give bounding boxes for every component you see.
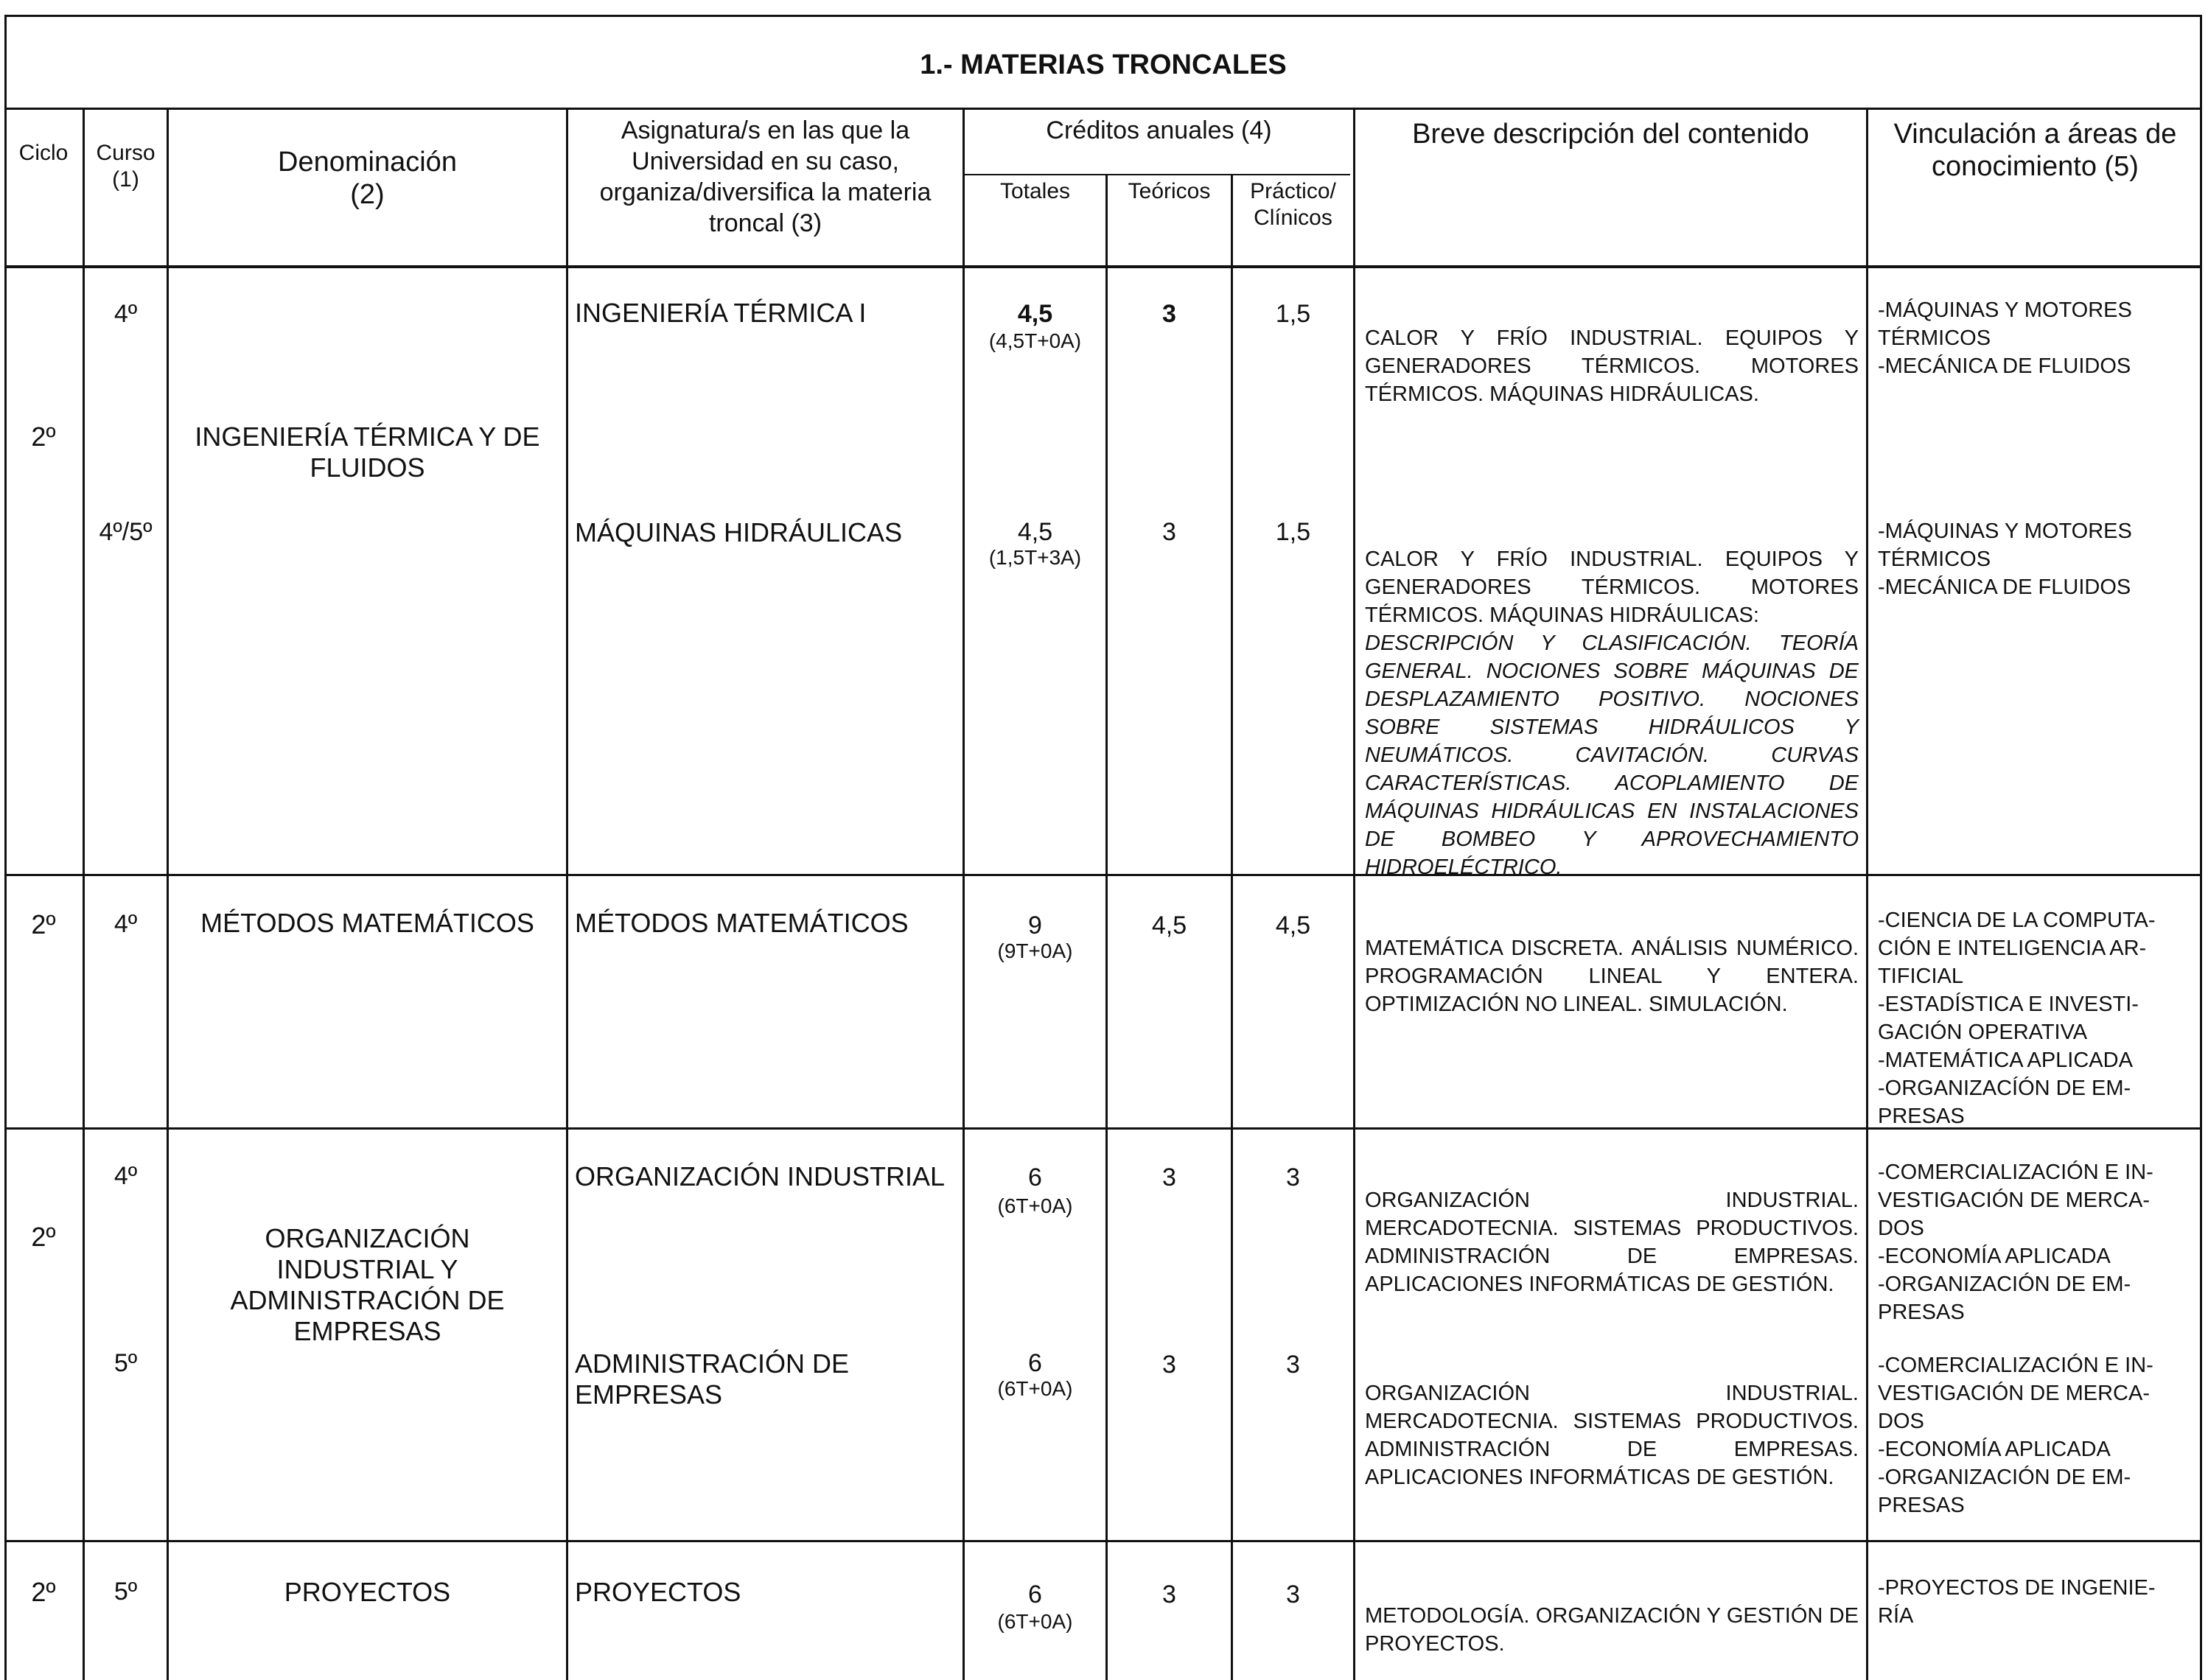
row3-denominacion: ORGANIZACIÓN INDUSTRIAL Y ADMINISTRACIÓN DE EMPRESAS <box>230 1223 505 1346</box>
row1b-descripcion <box>1365 517 1859 881</box>
row1a-practicos: 1,5 <box>1275 300 1311 328</box>
row3a-practicos: 3 <box>1286 1163 1300 1191</box>
row2-ciclo: 2º <box>31 909 56 939</box>
header-creditos: Créditos anuales (4) <box>1046 116 1272 144</box>
row4-practicos: 3 <box>1286 1581 1300 1609</box>
row1b-totales: 4,5 <box>1017 518 1053 546</box>
row3b-descripcion-text: ORGANIZACIÓN INDUSTRIAL. MERCADOTECNIA. SISTEMAS PRODUCTIVOS. ADMINISTRACIÓN DE EMPRESAS. APLICACIONES INFORMÁTICAS DE GESTIÓN. <box>1365 1382 1859 1489</box>
row4-teoricos: 3 <box>1162 1581 1176 1609</box>
page-title: 1.- MATERIAS TRONCALES <box>920 49 1287 80</box>
row1b-teoricos: 3 <box>1162 518 1176 546</box>
row4-descripcion-text: METODOLOGÍA. ORGANIZACIÓN Y GESTIÓN DE PROYECTOS. <box>1365 1604 1859 1656</box>
col-sep-denominacion <box>566 108 568 1680</box>
row1b-descripcion-italic: DESCRIPCIÓN Y CLASIFICACIÓN. TEORÍA GENERAL. NOCIONES SOBRE MÁQUINAS DE DESPLAZAMIENTO POSITIVO. NOCIONES SOBRE SISTEMAS HIDRÁULICOS Y NEUMÁTICOS. CAVITACIÓN. CURVAS CARACTERÍSTICAS. ACOPLAMIENTO DE MÁQUINAS HIDRÁULICAS EN INSTALACIONES DE BOMBEO Y APROVECHAMIENTO HIDROELÉCTRICO. <box>1365 631 1859 879</box>
col-sep-descripcion <box>1866 108 1868 1680</box>
header-asignatura: Asignatura/s en las que la Universidad en su caso, organiza/diversifica la materia troncal (3) <box>599 116 932 237</box>
row3-ciclo: 2º <box>31 1222 56 1252</box>
row3b-asignatura: ADMINISTRACIÓN DE EMPRESAS <box>575 1348 850 1410</box>
row3b-totales-detail: (6T+0A) <box>997 1377 1073 1400</box>
row4-totales: 6 <box>1028 1581 1042 1609</box>
row3a-totales-detail: (6T+0A) <box>997 1194 1073 1217</box>
header-totales: Totales <box>999 179 1071 203</box>
row4-areas: -PROYECTOS DE INGENIE- RÍA <box>1878 1576 2156 1628</box>
row3b-areas: -COMERCIALIZACIÓN E IN- VESTIGACIÓN DE MERCA- DOS -ECONOMÍA APLICADA -ORGANIZACIÓN DE EM- PRESAS <box>1878 1354 2153 1517</box>
header-practicos: Práctico/ Clínicos <box>1250 179 1336 230</box>
row1b-curso: 4º/5º <box>99 518 153 546</box>
row3b-teoricos: 3 <box>1162 1351 1176 1379</box>
row2-practicos: 4,5 <box>1275 911 1311 939</box>
row4-asignatura: PROYECTOS <box>575 1577 741 1607</box>
rule-title <box>4 108 2202 110</box>
table-frame <box>4 15 2202 1680</box>
row1a-descripcion <box>1365 296 1859 408</box>
rule-creditos <box>962 174 1350 175</box>
col-sep-ciclo <box>83 108 85 1680</box>
row4-descripcion <box>1365 1574 1859 1658</box>
row1b-descripcion-text: CALOR Y FRÍO INDUSTRIAL. EQUIPOS Y GENERADORES TÉRMICOS. MOTORES TÉRMICOS. MÁQUINAS HIDRÁULICAS: <box>1365 547 1859 627</box>
row2-curso: 4º <box>113 910 138 938</box>
row2-descripcion <box>1365 906 1859 1018</box>
row3b-totales: 6 <box>1028 1349 1042 1377</box>
row4-denominacion: PROYECTOS <box>284 1577 451 1607</box>
row1b-totales-detail: (1,5T+3A) <box>988 546 1082 569</box>
row3b-practicos: 3 <box>1286 1351 1300 1379</box>
row1a-totales-detail: (4,5T+0A) <box>988 329 1082 352</box>
row3b-descripcion <box>1365 1351 1859 1491</box>
row3a-descripcion-text: ORGANIZACIÓN INDUSTRIAL. MERCADOTECNIA. SISTEMAS PRODUCTIVOS. ADMINISTRACIÓN DE EMPRESAS. APLICACIONES INFORMÁTICAS DE GESTIÓN. <box>1365 1189 1859 1296</box>
row3a-areas: -COMERCIALIZACIÓN E IN- VESTIGACIÓN DE MERCA- DOS -ECONOMÍA APLICADA -ORGANIZACIÓN DE EM- PRESAS <box>1878 1161 2153 1324</box>
row1a-curso: 4º <box>113 300 138 328</box>
row4-ciclo: 2º <box>31 1577 56 1607</box>
header-ciclo: Ciclo <box>18 141 69 165</box>
header-descripcion: Breve descripción del contenido <box>1412 119 1809 150</box>
row3a-totales: 6 <box>1028 1163 1042 1191</box>
row4-curso: 5º <box>113 1578 138 1606</box>
row1a-areas: -MÁQUINAS Y MOTORES TÉRMICOS -MECÁNICA DE FLUIDOS <box>1878 298 2132 378</box>
row1a-teoricos: 3 <box>1162 300 1176 328</box>
rule-row-2 <box>4 1127 2202 1130</box>
row3a-curso: 4º <box>113 1162 138 1190</box>
row1b-asignatura: MÁQUINAS HIDRÁULICAS <box>575 517 903 547</box>
row3b-curso: 5º <box>113 1349 138 1377</box>
row4-totales-detail: (6T+0A) <box>997 1610 1073 1633</box>
row1b-areas: -MÁQUINAS Y MOTORES TÉRMICOS -MECÁNICA DE FLUIDOS <box>1878 519 2132 599</box>
row2-denominacion: MÉTODOS MATEMÁTICOS <box>200 908 534 938</box>
row3a-descripcion <box>1365 1158 1859 1298</box>
row2-totales: 9 <box>1028 911 1042 939</box>
row3a-teoricos: 3 <box>1162 1163 1176 1191</box>
row1a-descripcion-text: CALOR Y FRÍO INDUSTRIAL. EQUIPOS Y GENERADORES TÉRMICOS. MOTORES TÉRMICOS. MÁQUINAS HIDRÁULICAS. <box>1365 326 1859 406</box>
col-sep-curso <box>167 108 169 1680</box>
row1-denominacion: INGENIERÍA TÉRMICA Y DE FLUIDOS <box>195 421 540 483</box>
row1-ciclo: 2º <box>31 421 56 452</box>
rule-row-1 <box>4 874 2202 876</box>
header-curso: Curso (1) <box>96 141 156 192</box>
row2-descripcion-text: MATEMÁTICA DISCRETA. ANÁLISIS NUMÉRICO. PROGRAMACIÓN LINEAL Y ENTERA. OPTIMIZACIÓN NO LINEAL. SIMULACIÓN. <box>1365 937 1859 1016</box>
col-sep-practicos <box>1353 108 1355 1680</box>
row1b-practicos: 1,5 <box>1275 518 1311 546</box>
row2-teoricos: 4,5 <box>1151 911 1187 939</box>
row1a-totales: 4,5 <box>1017 300 1053 328</box>
row3a-asignatura: ORGANIZACIÓN INDUSTRIAL <box>575 1161 946 1191</box>
rule-row-3 <box>4 1540 2202 1542</box>
row1a-asignatura: INGENIERÍA TÉRMICA I <box>575 298 867 328</box>
row2-areas: -CIENCIA DE LA COMPUTA- CIÓN E INTELIGENCIA AR- TIFICIAL -ESTADÍSTICA E INVESTI- GACIÓN OPERATIVA -MATEMÁTICA APLICADA -ORGANIZACÍÓN DE EM- PRESAS <box>1878 909 2156 1128</box>
header-vinculacion: Vinculación a áreas de conocimiento (5) <box>1893 119 2177 182</box>
header-denominacion: Denominación (2) <box>278 147 457 210</box>
header-teoricos: Teóricos <box>1128 179 1211 203</box>
row2-asignatura: MÉTODOS MATEMÁTICOS <box>575 908 909 938</box>
row2-totales-detail: (9T+0A) <box>997 939 1073 962</box>
rule-header <box>4 265 2202 268</box>
